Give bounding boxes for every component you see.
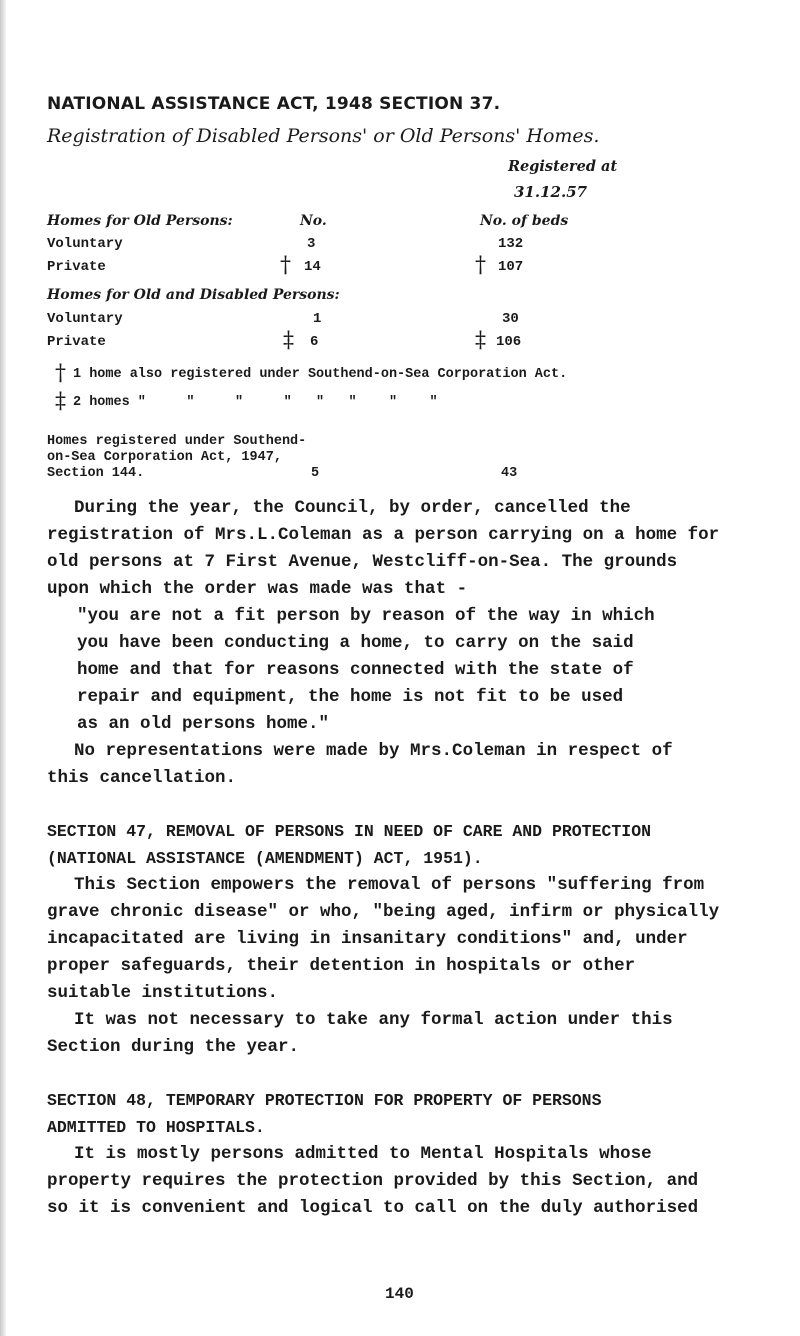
southend-line: Section 144.: [47, 466, 145, 481]
registered-at-label: Registered at: [508, 158, 618, 175]
footnote-text: 1 home also registered under Southend-on-Sea Corporation Act.: [73, 367, 568, 382]
quote-line: repair and equipment, the home is not fit to be used: [77, 687, 624, 707]
section-heading-line: ADMITTED TO HOSPITALS.: [47, 1118, 265, 1137]
section-48-heading: [47, 1087, 767, 1141]
section-heading-line: (NATIONAL ASSISTANCE (AMENDMENT) ACT, 1951).: [47, 849, 483, 868]
row-no: 3: [307, 236, 316, 252]
southend-line: on-Sea Corporation Act, 1947,: [47, 450, 282, 465]
page-number: 140: [385, 1285, 414, 1303]
row-beds: 106: [496, 334, 522, 350]
paragraph-line: upon which the order was made was that -: [47, 579, 468, 599]
section-47-paragraph-2: [47, 1007, 767, 1061]
row-label: Voluntary: [47, 311, 123, 327]
footnote-mark: †: [55, 361, 66, 386]
paragraph-line: old persons at 7 First Avenue, Westcliff-on-Sea. The grounds: [47, 552, 678, 572]
col-beds-header: No. of beds: [480, 213, 569, 229]
section-47-paragraph: [47, 872, 767, 1007]
paragraph-line: this cancellation.: [47, 768, 237, 788]
paragraph-line: It was not necessary to take any formal action under this: [74, 1010, 673, 1030]
section-heading-line: SECTION 47, REMOVAL OF PERSONS IN NEED OF CARE AND PROTECTION: [47, 822, 651, 841]
footnote-text: 2 homes " " " " " " " ": [73, 395, 438, 410]
paragraph-line: incapacitated are living in insanitary conditions" and, under: [47, 929, 688, 949]
double-dagger-mark: ‡: [283, 328, 294, 353]
paragraph-line: suitable institutions.: [47, 983, 279, 1003]
paragraph-line: No representations were made by Mrs.Coleman in respect of: [74, 741, 673, 761]
page-heading: NATIONAL ASSISTANCE ACT, 1948 SECTION 37.: [47, 94, 501, 114]
footnote-mark: ‡: [55, 389, 66, 414]
paragraph-line: registration of Mrs.L.Coleman as a person carrying on a home for: [47, 525, 720, 545]
southend-no: 5: [311, 466, 320, 481]
southend-line: Homes registered under Southend-: [47, 434, 307, 449]
dagger-mark: †: [280, 253, 291, 278]
registered-at-date: 31.12.57: [514, 183, 588, 201]
col-no-header: No.: [300, 213, 327, 229]
section-48-paragraph: [47, 1141, 767, 1222]
quote-line: home and that for reasons connected with the state of: [77, 660, 634, 680]
group2-title: Homes for Old and Disabled Persons:: [47, 287, 340, 303]
quote-line: as an old persons home.": [77, 714, 330, 734]
paragraph-line: so it is convenient and logical to call on the duly authorised: [47, 1198, 699, 1218]
representations-paragraph: [47, 738, 767, 792]
southend-beds: 43: [501, 466, 518, 481]
order-quote: [77, 603, 797, 738]
dagger-mark: †: [475, 253, 486, 278]
paragraph-line: During the year, the Council, by order, cancelled the: [74, 498, 631, 518]
cancellation-paragraph: [47, 495, 767, 603]
row-beds: 132: [498, 236, 524, 252]
row-no: 6: [310, 334, 319, 350]
paragraph-line: proper safeguards, their detention in hospitals or other: [47, 956, 636, 976]
row-label: Voluntary: [47, 236, 123, 252]
paragraph-line: This Section empowers the removal of persons "suffering from: [74, 875, 705, 895]
paragraph-line: property requires the protection provided by this Section, and: [47, 1171, 699, 1191]
quote-line: "you are not a fit person by reason of the way in which: [77, 606, 655, 626]
section-heading-line: SECTION 48, TEMPORARY PROTECTION FOR PROPERTY OF PERSONS: [47, 1091, 602, 1110]
paragraph-line: grave chronic disease" or who, "being aged, infirm or physically: [47, 902, 720, 922]
row-no: 1: [313, 311, 322, 327]
row-label: Private: [47, 334, 106, 350]
row-label: Private: [47, 259, 106, 275]
row-beds: 107: [498, 259, 524, 275]
paragraph-line: It is mostly persons admitted to Mental Hospitals whose: [74, 1144, 652, 1164]
double-dagger-mark: ‡: [475, 328, 486, 353]
quote-line: you have been conducting a home, to carry on the said: [77, 633, 634, 653]
paragraph-line: Section during the year.: [47, 1037, 300, 1057]
section-47-heading: [47, 818, 767, 872]
row-no: 14: [304, 259, 321, 275]
page-edge-shadow: [0, 0, 6, 1336]
page-subtitle: Registration of Disabled Persons' or Old Persons' Homes.: [47, 125, 600, 147]
row-beds: 30: [502, 311, 519, 327]
group1-title: Homes for Old Persons:: [47, 213, 233, 229]
